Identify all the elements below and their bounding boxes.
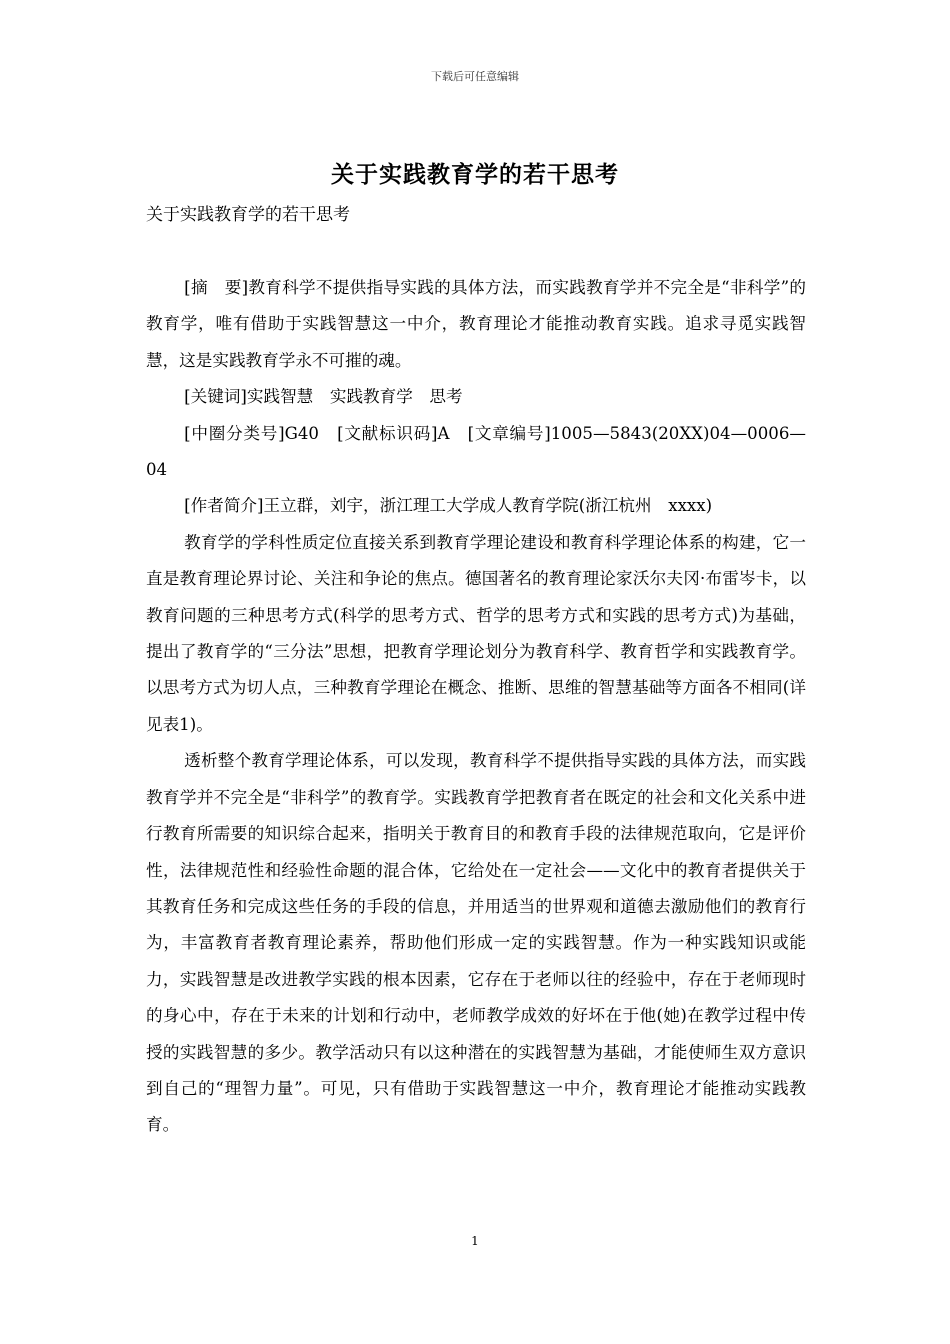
body-paragraph: 透析整个教育学理论体系，可以发现，教育科学不提供指导实践的具体方法，而实践教育学并不完全是“非科学”的教育学。实践教育学把教育者在既定的社会和文化关系中进行教育所需要的知识综合起来，指明关于教育目的和教育手段的法律规范取向，它是评价性，法律规范性和经验性命题的混合体，它给处在一定社会——文化中的教育者提供关于其教育任务和完成这些任务的手段的信息，并用适当的世界观和道德去激励他们的教育行为，丰富教育者教育理论素养，帮助他们形成一定的实践智慧。作为一种实践知识或能力，实践智慧是改进教学实践的根本因素，它存在于老师以往的经验中，存在于老师现时的身心中，存在于未来的计划和行动中，老师教学成效的好坏在于他(她)在教学过程中传授的实践智慧的多少。教学活动只有以这种潜在的实践智慧为基础，才能使师生双方意识到自己的“理智力量”。可见，只有借助于实践智慧这一中介，教育理论才能推动实践教育。 [146, 751, 806, 1135]
keywords-paragraph: [关键词]实践智慧 实践教育学 思考 [184, 387, 463, 407]
document-body [146, 270, 806, 1144]
document-title: 关于实践教育学的若干思考 [331, 161, 619, 188]
body-paragraph: 教育学的学科性质定位直接关系到教育学理论建设和教育科学理论体系的构建，它一直是教育理论界讨论、关注和争论的焦点。德国著名的教育理论家沃尔夫冈·布雷岑卡，以教育问题的三种思考方式(科学的思考方式、哲学的思考方式和实践的思考方式)为基础，提出了教育学的“三分法”思想，把教育学理论划分为教育科学、教育哲学和实践教育学。以思考方式为切人点，三种教育学理论在概念、推断、思维的智慧基础等方面各不相同(详见表1)。 [146, 532, 806, 734]
header-note: 下载后可任意编辑 [431, 70, 519, 83]
classification-paragraph: [中圈分类号]G40 [文献标识码]A [文章编号]1005—5843(20XX)04—0006—04 [146, 423, 806, 480]
document-subtitle: 关于实践教育学的若干思考 [146, 205, 350, 225]
abstract-paragraph: [摘 要]教育科学不提供指导实践的具体方法，而实践教育学并不完全是“非科学”的教育学，唯有借助于实践智慧这一中介，教育理论才能推动教育实践。追求寻觅实践智慧，这是实践教育学永不可摧的魂。 [146, 278, 806, 370]
author-paragraph: [作者简介]王立群，刘宇，浙江理工大学成人教育学院(浙江杭州 xxxx) [184, 496, 713, 516]
page-number: 1 [471, 1234, 479, 1248]
